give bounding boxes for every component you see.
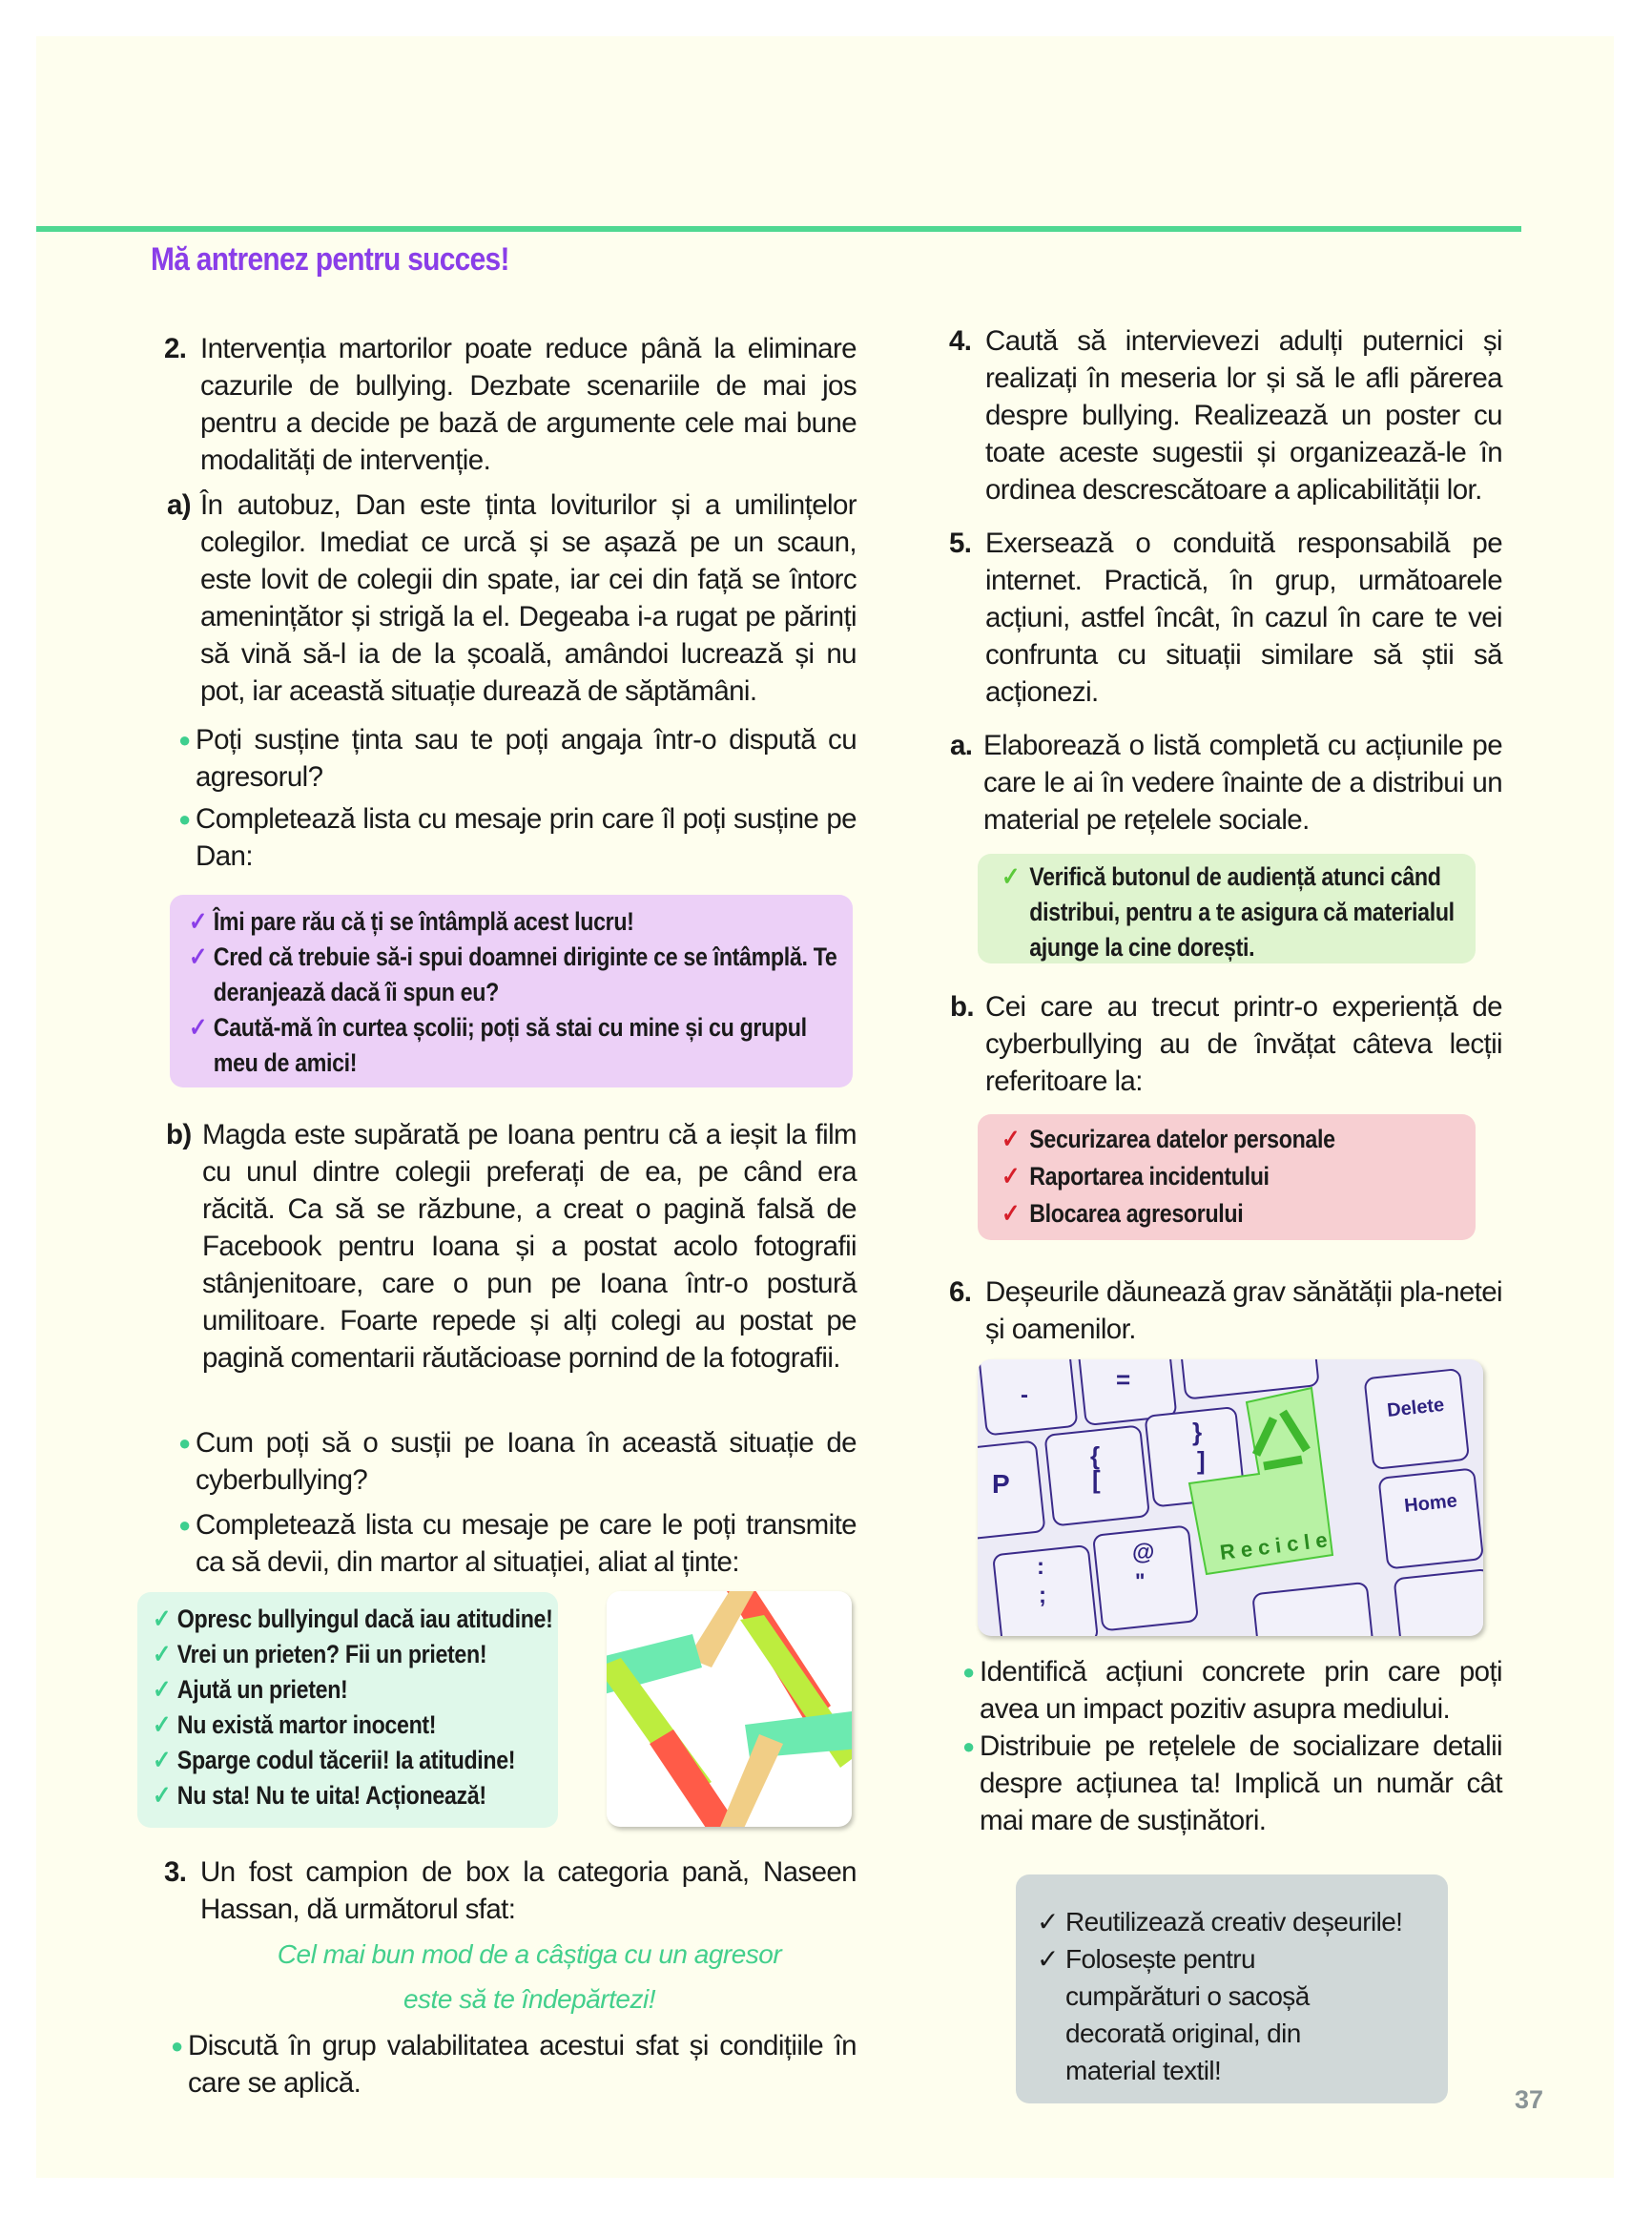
key-label: - — [1021, 1382, 1028, 1408]
page-title: Mă antrenez pentru succes! — [151, 241, 509, 278]
exercise-number: 6. — [949, 1276, 972, 1308]
message-item: ✓ Îmi pare rău că ți se întâmplă acest lucru! — [189, 904, 836, 940]
tip-item: ✓ Folosește pentru cumpărături o sacoșă decorată original, din material textil! — [1037, 1940, 1342, 2089]
key — [978, 1441, 1045, 1540]
support-messages-box — [170, 895, 853, 1087]
quote-line: Cel mai bun mod de a câștiga cu un agresor — [277, 1939, 782, 1969]
key — [1379, 1468, 1483, 1568]
bullet-dot-icon: ● — [171, 2034, 183, 2058]
check-icon: ✓ — [1002, 1199, 1021, 1228]
exercise-text: Caută să intervievezi adulți puternici și realizați în meseria lor și să le afli părerea despre bullying. Realizează un poster cu toate aceste sugestii și organizează-le în ordinea descrescătoare a aplicabilității lor. — [985, 325, 1502, 506]
bullet-item — [178, 1506, 857, 1581]
message-item: ✓ Opresc bullyingul dacă iau atitudine! — [153, 1602, 579, 1637]
scenario-label: b) — [166, 1119, 192, 1150]
tip-item: ✓ Verifică butonul de audiență atunci când distribui, pentru a te asigura că materialul ajunge la cine dorești. — [1002, 859, 1456, 965]
message-item: ✓ Caută-mă în curtea școlii; poți să stai cu mine și cu grupul meu de amici! — [189, 1010, 836, 1081]
bullet-dot-icon: ● — [178, 1513, 191, 1537]
message-item: ✓ Nu există martor inocent! — [153, 1708, 579, 1743]
audience-tip-box — [978, 854, 1476, 963]
bullet-item — [962, 1653, 1502, 1728]
exercise-5 — [949, 525, 1502, 711]
message-item: ✓ Ajută un prieten! — [153, 1672, 579, 1708]
bullet-text: Completează lista cu mesaje pe care le poți transmite ca să devii, din martor al situației, aliat al ținte: — [196, 1509, 857, 1578]
task-label: a. — [950, 730, 973, 761]
tip-item: ✓ Reutilizează creativ deșeurile! — [1037, 1903, 1437, 1940]
check-icon: ✓ — [1002, 1125, 1021, 1153]
bullet-dot-icon: ● — [962, 1734, 975, 1758]
message-item: ✓ Vrei un prieten? Fii un prieten! — [153, 1637, 579, 1672]
check-icon: ✓ — [153, 1746, 172, 1774]
scenario-text: În autobuz, Dan este ținta loviturilor și a umilințelor colegilor. Imediat ce urcă și se așază pe un scaun, este lovit de colegii din spate, iar cei din față se întorc amenințător și strigă la el. Degeaba i-a rugat pe părinți să vină să-l ia de la școală, amândoi lucrează și nu pot, iar această situație durează de săptămâni. — [200, 489, 857, 707]
exercise-6 — [949, 1274, 1502, 1348]
key-label: @ — [1132, 1540, 1155, 1565]
key-label: P — [992, 1469, 1010, 1499]
key — [1394, 1569, 1483, 1636]
key — [1365, 1369, 1469, 1469]
key-label: = — [1116, 1365, 1131, 1394]
scenario-label: a) — [167, 489, 192, 521]
bullet-dot-icon: ● — [962, 1660, 975, 1684]
exercise-number: 2. — [164, 333, 187, 364]
bullet-dot-icon: ● — [178, 1431, 191, 1455]
exercise-text: Deșeurile dăunează grav sănătății pla-netei și oamenilor. — [985, 1276, 1502, 1345]
bullet-item — [178, 1424, 857, 1499]
bullet-text: Distribuie pe rețelele de socializare detalii despre acțiunea ta! Implică un număr cât mai mare de susținători. — [980, 1730, 1502, 1836]
lesson-item: ✓ Securizarea datelor personale — [1002, 1121, 1461, 1158]
key-label: ] — [1197, 1446, 1206, 1475]
bullet-dot-icon: ● — [178, 807, 191, 831]
check-icon: ✓ — [1002, 862, 1021, 891]
lesson-item: ✓ Blocarea agresorului — [1002, 1195, 1461, 1232]
key-label: ; — [1039, 1583, 1046, 1608]
check-icon: ✓ — [153, 1710, 172, 1739]
exercise-number: 3. — [164, 1856, 187, 1888]
check-icon: ✓ — [1002, 1162, 1021, 1191]
check-icon: ✓ — [1037, 1944, 1059, 1974]
key-label: Delete — [1386, 1394, 1446, 1421]
check-icon: ✓ — [189, 1013, 208, 1042]
exercise-number: 5. — [949, 528, 972, 559]
bullet-text: Cum poți să o susții pe Ioana în această situație de cyberbullying? — [196, 1427, 857, 1496]
key-label: { — [1090, 1441, 1101, 1470]
ally-messages-box — [137, 1592, 558, 1828]
header-rule — [36, 226, 1521, 232]
bullet-item — [962, 1728, 1502, 1839]
task-b — [950, 988, 1502, 1100]
bullet-item — [171, 2027, 857, 2102]
page-number: 37 — [1515, 2085, 1544, 2114]
scenario-a — [167, 487, 857, 710]
check-icon: ✓ — [153, 1605, 172, 1633]
exercise-text: Exersează o conduită responsabilă pe internet. Practică, în grup, următoarele acțiuni, astfel încât, în cazul în care te vei confrunta cu situații similare să știi să acționezi. — [985, 528, 1502, 708]
message-item: ✓ Cred că trebuie să-i spui doamnei diriginte ce se întâmplă. Te deranjează dacă îi spun eu? — [189, 940, 836, 1010]
exercise-text: Un fost campion de box la categoria pană, Naseen Hassan, dă următorul sfat: — [200, 1856, 857, 1925]
exercise-3 — [164, 1854, 857, 1928]
key-label: Home — [1403, 1490, 1458, 1517]
check-icon: ✓ — [153, 1640, 172, 1668]
task-label: b. — [950, 991, 975, 1023]
task-text: Elaborează o listă completă cu acțiunile pe care le ai în vedere înainte de a distribui un material pe rețelele sociale. — [983, 730, 1502, 836]
check-icon: ✓ — [189, 907, 208, 936]
check-icon: ✓ — [153, 1781, 172, 1810]
bullet-item — [178, 800, 857, 875]
message-item: ✓ Sparge codul tăcerii! Ia atitudine! — [153, 1743, 579, 1778]
check-icon: ✓ — [189, 942, 208, 971]
recycle-keyboard-image — [978, 1359, 1483, 1636]
bullet-item — [178, 721, 857, 796]
bullet-text: Completează lista cu mesaje prin care îl poți susține pe Dan: — [196, 803, 857, 872]
bullet-text: Identifică acțiuni concrete prin care poți avea un impact pozitiv asupra mediului. — [980, 1656, 1502, 1725]
exercise-2 — [164, 330, 857, 479]
key-label: } — [1192, 1418, 1203, 1446]
recycle-tips-box — [1016, 1874, 1448, 2103]
lesson-item: ✓ Raportarea incidentului — [1002, 1158, 1461, 1195]
bullet-text: Poți susține ținta sau te poți angaja într-o dispută cu agresorul? — [196, 724, 857, 793]
check-icon: ✓ — [1037, 1907, 1059, 1936]
recicle-label: Recicle — [1218, 1526, 1334, 1564]
exercise-number: 4. — [949, 325, 972, 357]
key-label: : — [1037, 1554, 1044, 1580]
hands-circle-image — [607, 1591, 852, 1827]
bullet-dot-icon: ● — [178, 728, 191, 752]
key-label: " — [1135, 1569, 1146, 1593]
check-icon: ✓ — [153, 1675, 172, 1704]
key — [1252, 1583, 1373, 1636]
task-a — [950, 727, 1502, 839]
lessons-box — [978, 1114, 1476, 1240]
exercise-text: Intervenția martorilor poate reduce până la eliminare cazurile de bullying. Dezbate scenariile de mai jos pentru a decide pe bază de argumente cele mai bune modalități de intervenție. — [200, 333, 857, 476]
key-label: [ — [1092, 1465, 1101, 1494]
bullet-text: Discută în grup valabilitatea acestui sfat și condițiile în care se aplică. — [188, 2030, 857, 2099]
message-item: ✓ Nu sta! Nu te uita! Acționează! — [153, 1778, 579, 1813]
scenario-text: Magda este supărată pe Ioana pentru că a ieșit la film cu unul dintre colegii preferați de ea, pe când era răcită. Ca să se răzbune, a creat o pagină falsă de Facebook pentru Ioana și a postat acolo fotografii stânjenitoare, care o pun pe Ioana într-o postură umilitoare. Foarte repede și alți colegi au postat pe pagină comentarii răutăcioase pornind de la fotografii. — [202, 1119, 857, 1374]
task-text: Cei care au trecut printr-o experiență de cyberbullying au de învățat câteva lecții referitoare la: — [985, 991, 1502, 1097]
exercise-4 — [949, 322, 1502, 508]
quote-line: este să te îndepărtezi! — [403, 1984, 655, 2014]
scenario-b — [166, 1116, 857, 1377]
